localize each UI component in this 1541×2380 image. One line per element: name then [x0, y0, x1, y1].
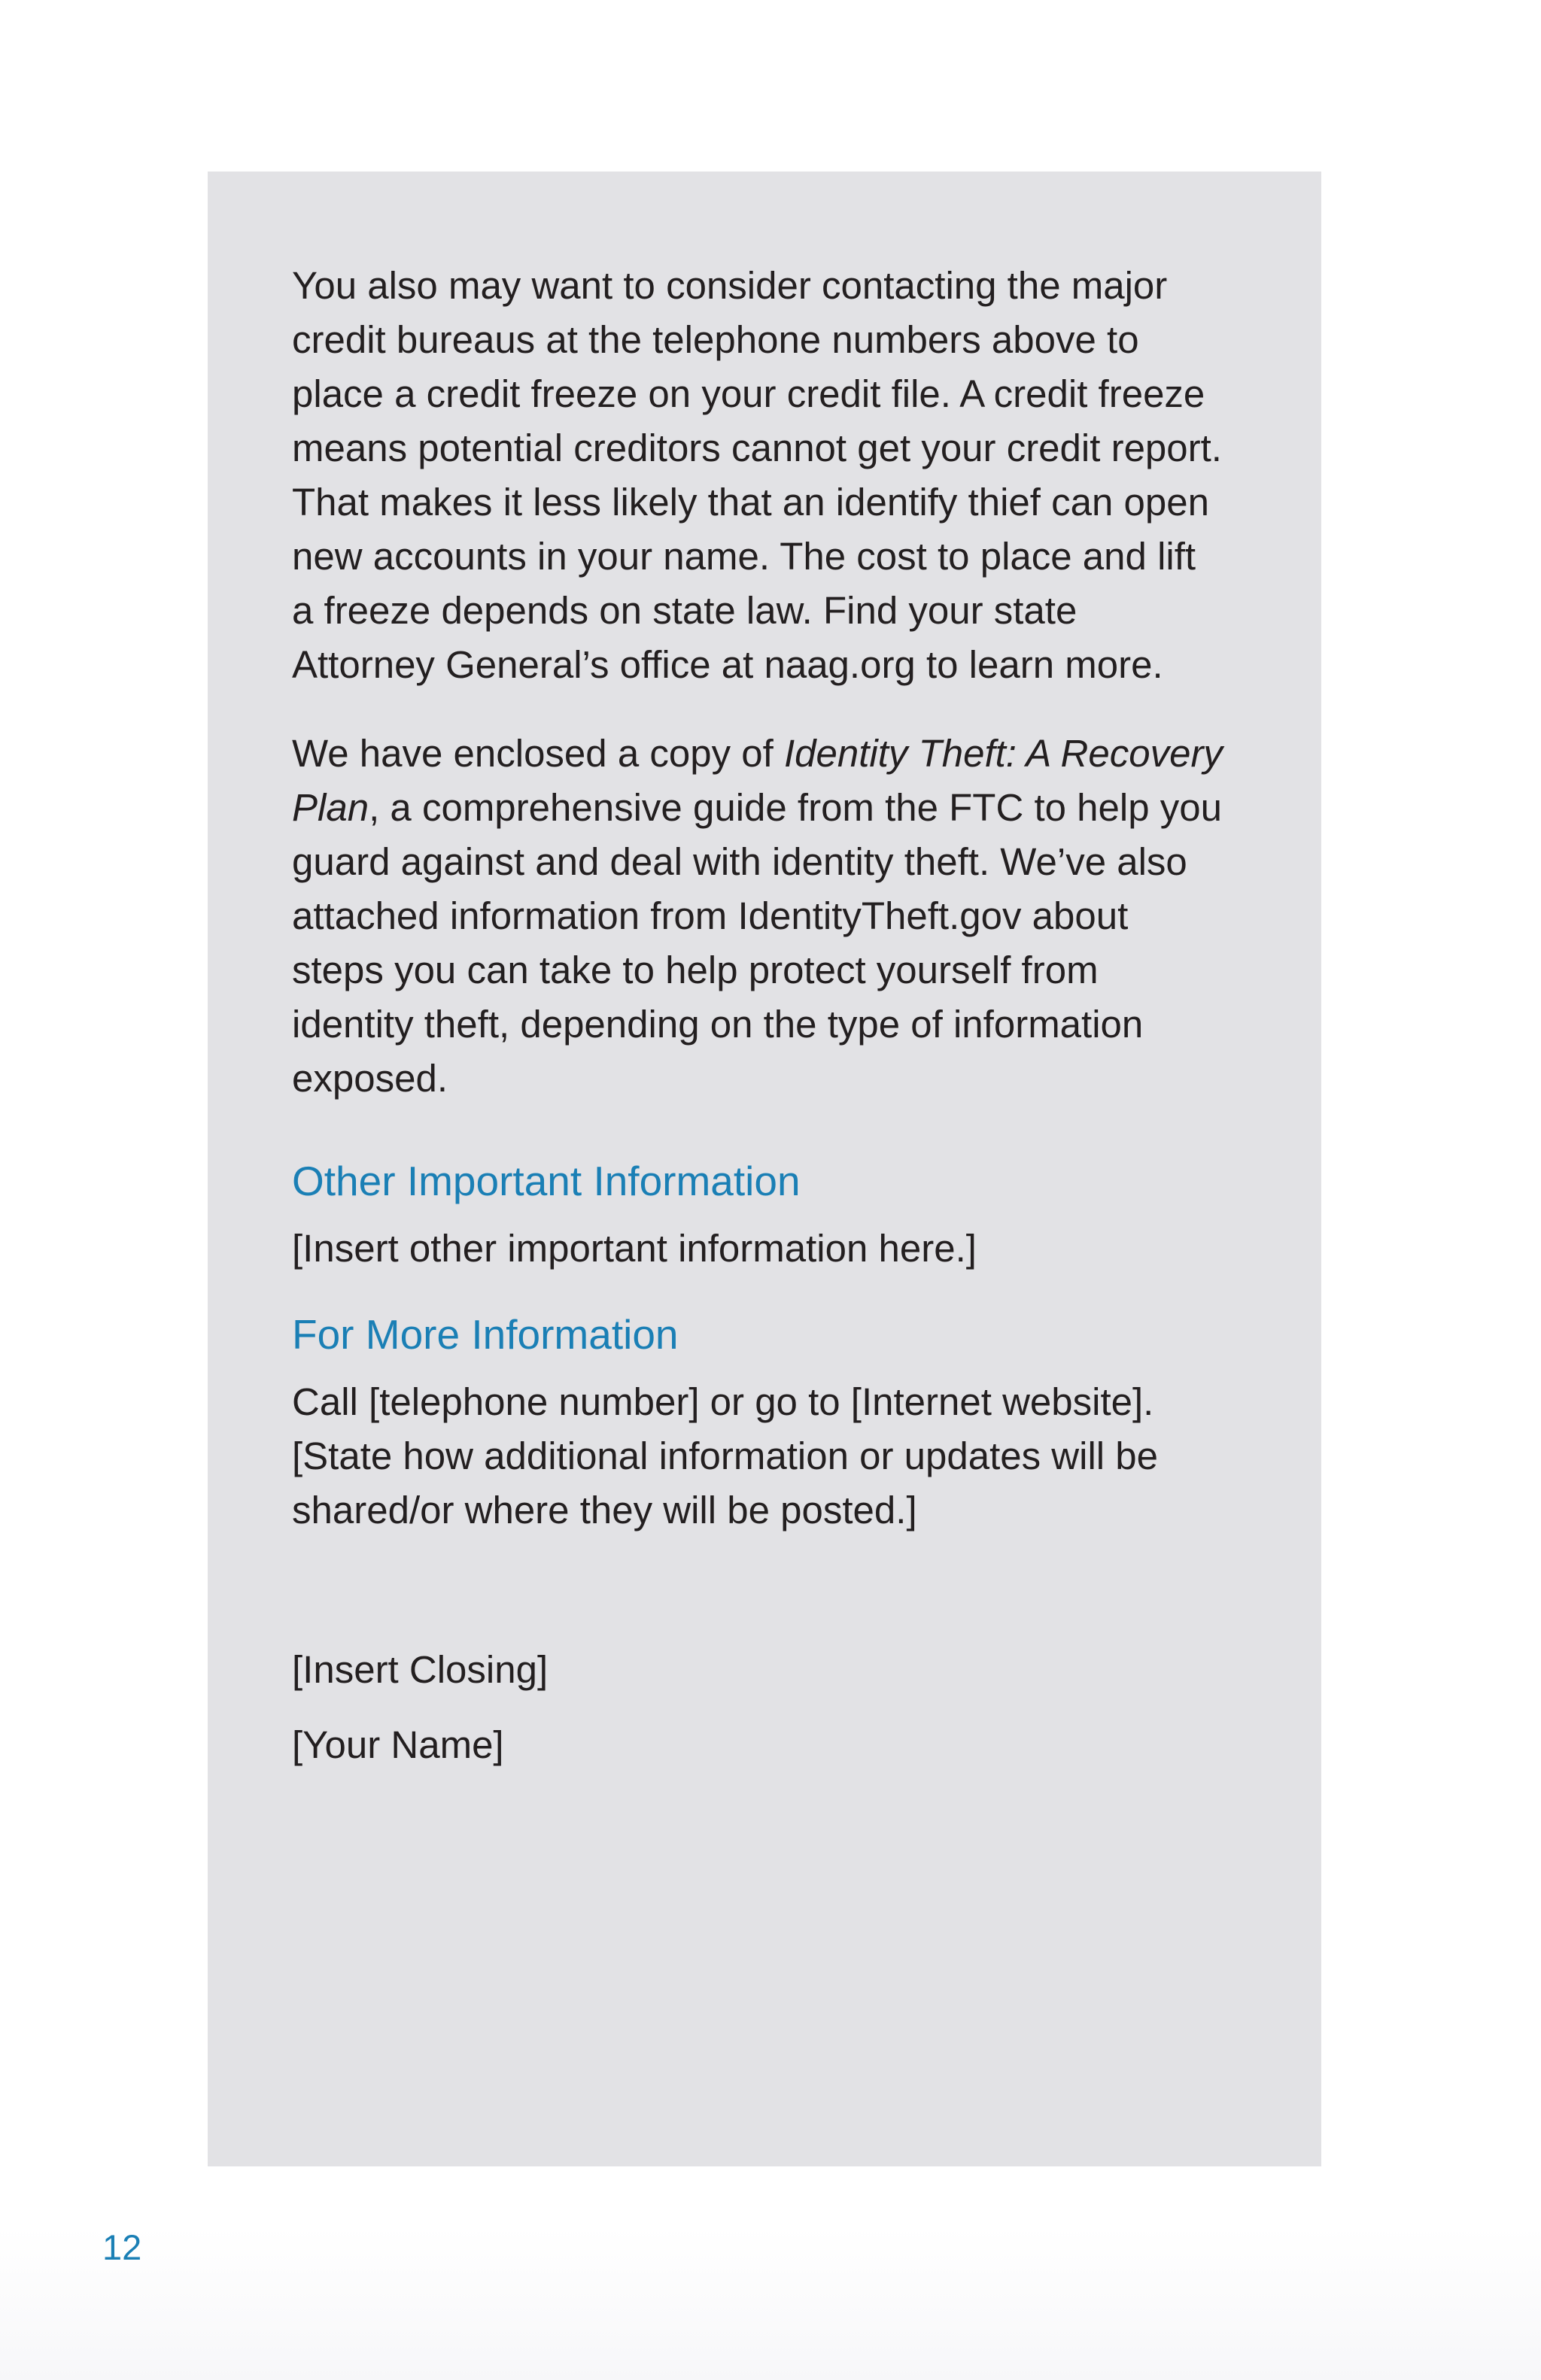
other-important-information-heading: Other Important Information [292, 1158, 801, 1204]
enclosed-guide-paragraph [292, 727, 1225, 1106]
more-information-text: Call [telephone number] or go to [Internet website]. [State how additional information or updates will be shared/or where they will be posted.] [292, 1380, 1159, 1532]
enclosed-guide-prefix: We have enclosed a copy of [292, 732, 784, 775]
other-information-text: [Insert other important information here.] [292, 1227, 977, 1270]
enclosed-guide-suffix: , a comprehensive guide from the FTC to help you guard against and deal with identity theft. We’ve also attached information from IdentityTheft.gov about steps you can take to help protect yourself from identity theft, depending on the type of information exposed. [292, 786, 1222, 1100]
letter-content [292, 259, 1225, 1772]
page-bottom-shade [0, 2227, 1541, 2380]
closing-placeholder: [Insert Closing] [292, 1648, 549, 1691]
guide-title: Identity Theft: A Recovery Plan [292, 732, 1223, 829]
page-number: 12 [102, 2227, 142, 2267]
letter-panel [208, 172, 1321, 2166]
name-placeholder: [Your Name] [292, 1723, 504, 1766]
credit-freeze-paragraph: You also may want to consider contacting the major credit bureaus at the telephone numbers above to place a credit freeze on your credit file. A credit freeze means potential creditors cannot get your credit report. That makes it less likely that an identify thief can open new accounts in your name. The cost to place and lift a freeze depends on state law. Find your state Attorney General’s office at naag.org to learn more. [292, 264, 1222, 686]
for-more-information-heading: For More Information [292, 1311, 679, 1358]
